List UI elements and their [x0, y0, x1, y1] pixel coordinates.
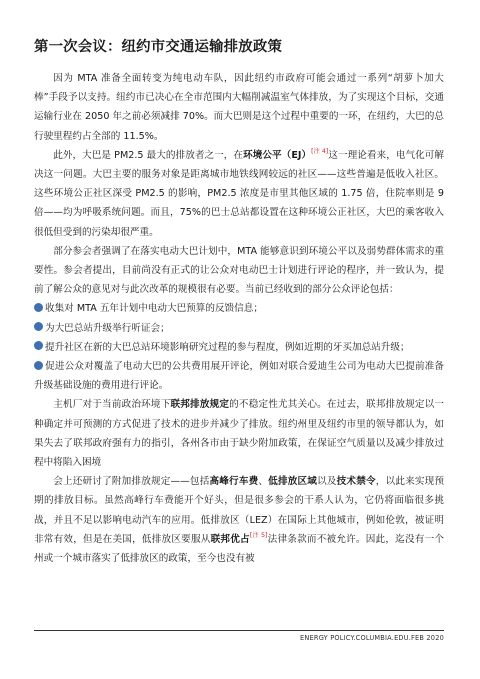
- bullet-dot-icon: [34, 361, 43, 370]
- footnote-marker-4[interactable]: [注 4]: [311, 147, 329, 155]
- bullet-text: 收集对 MTA 五年计划中电动大巴预算的反馈信息；: [45, 303, 263, 315]
- paragraph-public-comment: 部分参会者强调了在落实电动大巴计划中，MTA 能够意识到环境公平以及弱势群体需求的重要性。参会者提出，目前尚没有正式的让公众对电动巴士计划进行评论的程序，并一致认为，提前了解公众的意见对与此次改革的规模很有必要。当前已经收到的部分公众评论包括：: [34, 245, 444, 296]
- bullet-item: [34, 299, 444, 318]
- text-run: 、: [258, 476, 269, 488]
- term-federal-emission-rules: 联邦排放规定: [170, 399, 230, 411]
- paragraph-federal-regulation: [34, 395, 444, 472]
- paragraph-intro: 因为 MTA 准备全面转变为纯电动车队，因此纽约市政府可能会通过一系列“胡萝卜加大棒”手段予以支持。纽约市已决心在全市范围内大幅削减温室气体排放，为了实现这个目标，交通运输行业在 2050 年之前必须减排 70%。而大巴则是这个过程中重要的一环，在纽约，大巴的总行驶里程约占全部的 11.5%。: [34, 73, 444, 142]
- text-run: 以及: [317, 476, 337, 488]
- bullet-dot-icon: [34, 322, 43, 331]
- paragraph-pm25: [34, 146, 444, 242]
- bullet-item: [34, 357, 444, 395]
- term-technology-ban: 技术禁令: [336, 476, 376, 488]
- bullet-text: 提升社区在新的大巴总站环境影响研究过程的参与程度，例如近期的牙买加总站升级；: [45, 341, 410, 353]
- text-run: 这一理论看来，电气化可解决这一问题。大巴主要的服务对象是距离城市地铁线网较远的社区——这些普遍是低收入社区。这些环境公正社区深受 PM2.5 的影响，PM2.5 浓度是市里其他区域的 1.75 倍，住院率则是 9 倍——均为呼吸系统问题。而且，75%的巴士总站都设置在这种环境公正社区，大巴的乘客收入很低但受到的污染却很严重。: [34, 149, 445, 238]
- bullet-item: [34, 319, 444, 338]
- footer-divider: [34, 630, 444, 631]
- page-footer: ENERGY POLICY.COLUMBIA.EDU.FEB 2020: [300, 634, 444, 642]
- text-run: 的不稳定性尤其关心。在过去，联邦排放规定以一种确定并可预测的方式促进了技术的进步并减少了排放。纽约州里及纽约市里的领导都认为，如果失去了联邦政府强有力的指引，各州各市由于缺少附加政策，在保证空气质量以及减少排放过程中将陷入困境: [34, 399, 445, 469]
- term-low-emission-zone: 低排放区域: [268, 476, 318, 488]
- term-federal-preemption: 联邦优占: [210, 533, 250, 545]
- bullet-dot-icon: [34, 341, 43, 350]
- text-run: 此外，大巴是 PM2.5 最大的排放者之一，在: [53, 149, 244, 161]
- text-run: 主机厂对于当前政治环境下: [53, 399, 171, 411]
- bullet-item: [34, 338, 444, 357]
- paragraph-additional-rules: [34, 472, 444, 568]
- term-congestion-pricing: 高峰行车费: [209, 476, 259, 488]
- text-run: ，以此来实现预期的排放目标。虽然高峰行车费能开个好头，但是很多参会的干系人认为，它仍将面临很多挑战，并且不足以影响电动汽车的应用。低排放区（LEZ）在国际上其他城市，例如伦敦，被证明非常有效，但是在美国，低排放区要服从: [34, 476, 445, 545]
- bullet-text: 促进公众对覆盖了电动大巴的公共费用展开评论，例如对联合爱迪生公司为电动大巴提前准备升级基础设施的费用进行评论。: [34, 361, 444, 392]
- section-title: 第一次会议：纽约市交通运输排放政策: [34, 39, 283, 55]
- text-run: 会上还研讨了附加排放规定——包括: [53, 476, 210, 488]
- bullet-text: 为大巴总站升级举行听证会；: [45, 322, 170, 334]
- footnote-marker-5[interactable]: [注 5]: [249, 531, 268, 539]
- bullet-dot-icon: [34, 303, 43, 312]
- term-environmental-justice: 环境公平（EJ）: [243, 149, 312, 161]
- text-run: 法律条款而不被允许。因此，迄没有一个州或一个城市落实了低排放区的政策，至今也没有被: [34, 533, 445, 565]
